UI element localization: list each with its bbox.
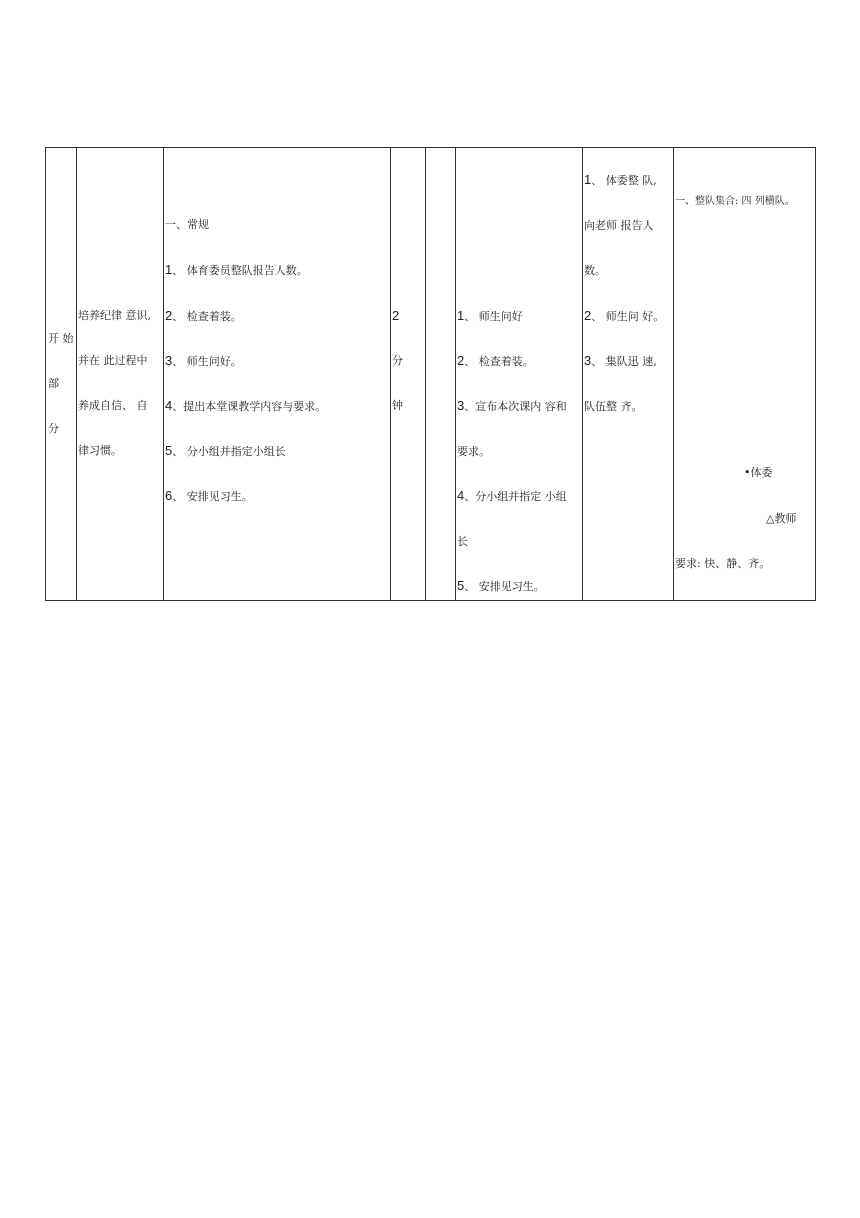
requirement-line: 1、 体委整 队, [584,172,657,187]
requirement-line: 队伍整 齐。 [584,400,643,413]
requirement-line: 向老师 报告人 [584,219,654,232]
formation-requirement: 要求: 快、静、齐。 [675,557,771,570]
goal-line: 培养纪律 意识, [78,309,151,322]
col-border [815,147,816,601]
time-unit: 分 [392,354,403,367]
requirement-line: 数。 [584,264,606,277]
section-title-line: 部 [48,377,59,390]
goal-cell [77,147,163,601]
teacher-item: 3、 师生问好。 [165,353,242,368]
student-activity-cell [456,147,582,601]
time-unit: 钟 [392,399,403,412]
student-item: 4、分小组并指定 小组 [457,488,567,503]
section-title-line: 开 始 [48,332,74,345]
teacher-activity-cell [164,147,390,601]
section-title-line: 分 [48,422,59,435]
teacher-item: 5、 分小组并指定小组长 [165,443,286,458]
student-item: 3、宣布本次课内 容和 [457,398,567,413]
time-value: 2 [392,308,400,323]
student-item: 长 [457,535,468,548]
teacher-item: 2、 检查着装。 [165,308,242,323]
empty-cell [426,147,455,601]
student-item: 5、 安排见习生。 [457,578,545,593]
teacher-item: 1、 体育委员整队报告人数。 [165,262,308,277]
lesson-plan-table [45,147,816,601]
teacher-marker: △教师 [766,512,797,525]
goal-line: 律习惯。 [78,444,122,457]
student-item: 要求。 [457,445,490,458]
goal-line: 养成自信、 自 [78,399,148,412]
formation-line: 一、整队集合: 四 列横队。 [675,196,795,207]
teacher-item: 4、提出本堂课教学内容与要求。 [165,398,327,413]
time-cell [391,147,425,601]
formation-cell [674,147,815,601]
student-item: 2、 检查着装。 [457,353,534,368]
student-item: 1、 师生问好 [457,308,523,323]
goal-line: 并在 此过程中 [78,354,148,367]
section-cell [46,147,76,601]
teacher-heading: 一、常规 [165,218,209,231]
requirement-line: 3、 集队迅 速, [584,353,657,368]
teacher-item: 6、 安排见习生。 [165,488,253,503]
requirement-line: 2、 师生问 好。 [584,308,665,323]
committee-marker: •体委 [744,466,773,479]
requirements-cell [583,147,673,601]
